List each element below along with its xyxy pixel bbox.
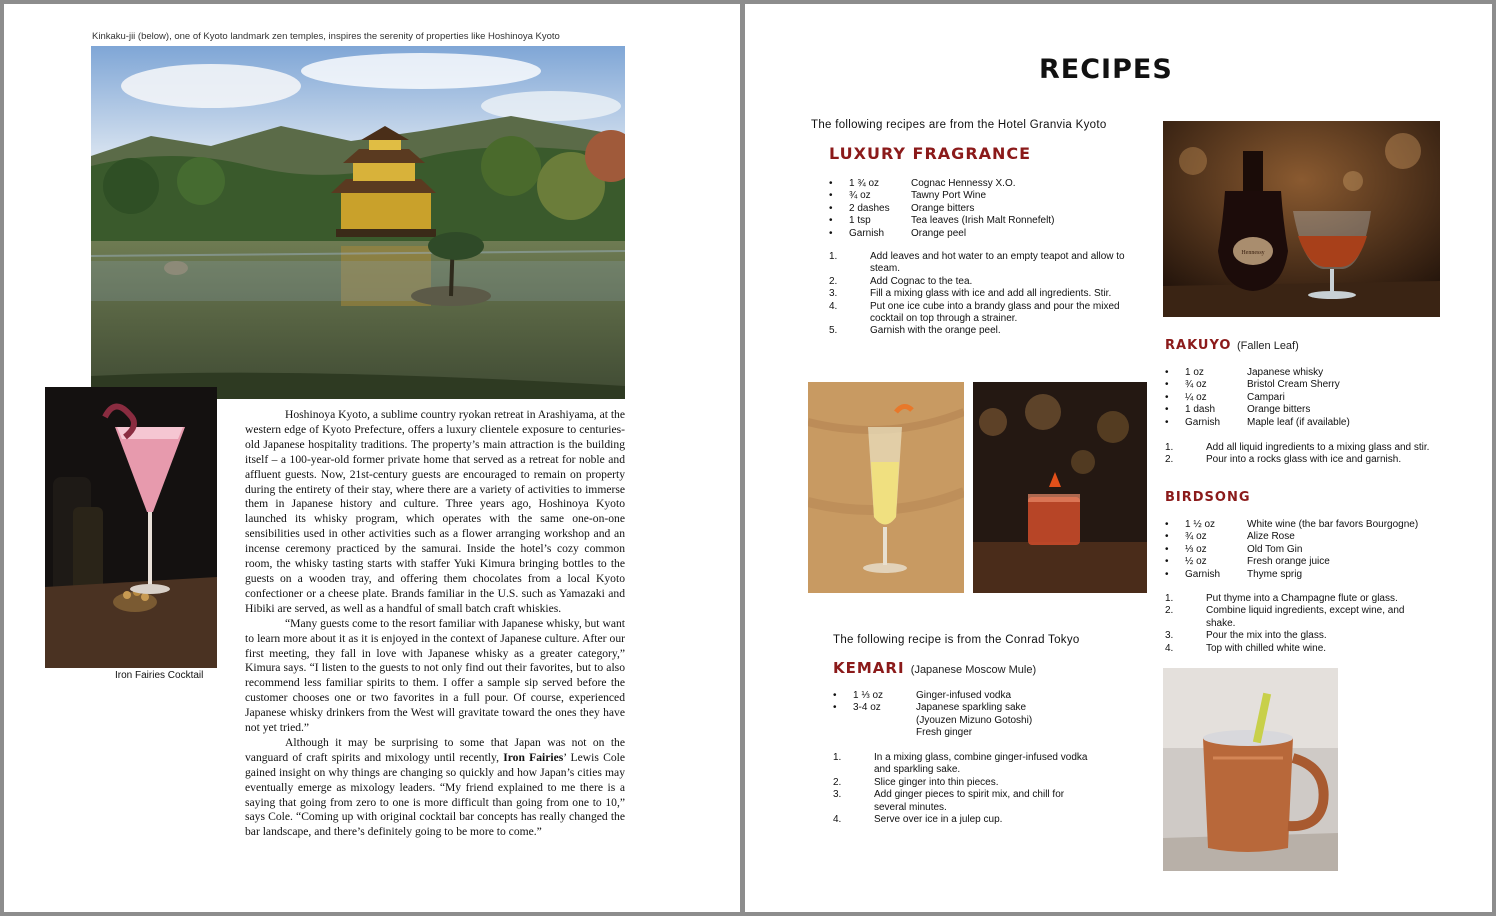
ingredient-name: (Jyouzen Mizuno Gotoshi)	[916, 714, 1033, 726]
ingredient-name: Fresh orange juice	[1247, 556, 1330, 568]
step-text: Put thyme into a Champagne flute or glass.	[1206, 593, 1398, 604]
step-text: Combine liquid ingredients, except wine, and shake.	[1206, 605, 1405, 629]
bullet-icon: •	[1165, 543, 1169, 555]
luxury-fragrance-title: LUXURY FRAGRANCE	[829, 144, 1032, 163]
ingredient-row	[833, 690, 1083, 702]
step-number: 1.	[833, 752, 842, 763]
ingredient-name: Japanese sparkling sake	[916, 702, 1027, 714]
bullet-icon: •	[1165, 379, 1169, 391]
step-row	[829, 325, 1139, 337]
kemari-subtitle: (Japanese Moscow Mule)	[910, 664, 1037, 676]
step-number: 1.	[1165, 593, 1174, 604]
ingredient-name: Orange peel	[911, 227, 967, 239]
rakuyo-title: RAKUYO	[1165, 338, 1232, 353]
ingredient-row	[829, 228, 1069, 240]
ingredient-row	[1165, 556, 1445, 568]
iron-fairies-cocktail-photo	[45, 387, 217, 668]
step-number: 4.	[1165, 642, 1174, 654]
birdsong-ingredients	[1165, 519, 1445, 581]
ingredient-name: White wine (the bar favors Bourgogne)	[1247, 519, 1419, 530]
ingredient-quantity: ⅓ oz	[1185, 543, 1207, 555]
ingredient-name: Old Tom Gin	[1247, 543, 1303, 555]
ingredient-name: Fresh ginger	[916, 727, 973, 739]
ingredient-row	[1165, 544, 1445, 556]
ingredient-row	[1165, 404, 1435, 416]
rakuyo-glass-photo	[808, 382, 964, 593]
bullet-icon: •	[1165, 519, 1169, 530]
ingredient-name: Japanese whisky	[1247, 367, 1324, 378]
ingredient-quantity: ¾ oz	[1185, 379, 1207, 391]
bullet-icon: •	[1165, 568, 1169, 580]
paragraph-3	[245, 736, 625, 840]
step-row	[1165, 593, 1435, 605]
ingredient-row	[1165, 417, 1435, 429]
step-text: Top with chilled white wine.	[1206, 642, 1327, 654]
ingredient-quantity: 1 oz	[1185, 367, 1204, 378]
step-row	[1165, 454, 1435, 466]
bottle-label-text: Hennessy	[1241, 250, 1265, 256]
bullet-icon: •	[1165, 556, 1169, 568]
ingredient-name: Orange bitters	[911, 202, 975, 214]
bullet-icon: •	[829, 178, 833, 189]
step-row	[833, 752, 1093, 777]
right-page	[745, 4, 1492, 912]
paragraph-3-end: ’ Lewis Cole gained insight on why things are changing so quickly and how Japan’s cities may eventually emerge as mixology leaders. “My friend explained to me there is a saying that going from zero to one is more difficult than going from one to 10,” says Cole. “Coming up with original cocktail bar concepts has really changed the bar landscape, and there’s definitely going to be more to come.”	[245, 750, 626, 839]
granvia-intro: The following recipes are from the Hotel Granvia Kyoto	[811, 119, 1107, 131]
step-row	[1165, 630, 1435, 642]
ingredient-name: Maple leaf (if available)	[1247, 416, 1350, 428]
step-number: 2.	[829, 275, 838, 287]
bullet-icon: •	[829, 227, 833, 239]
step-number: 1.	[1165, 442, 1174, 453]
step-text: In a mixing glass, combine ginger-infused vodka and sparkling sake.	[874, 752, 1088, 776]
ingredient-name: Cognac Hennessy X.O.	[911, 178, 1016, 189]
step-text: Pour the mix into the glass.	[1206, 630, 1327, 642]
step-number: 2.	[1165, 605, 1174, 617]
ingredient-quantity: 1 dash	[1185, 404, 1216, 416]
ingredient-quantity: 1 ⅓ oz	[853, 690, 884, 701]
ingredient-name: Campari	[1247, 391, 1285, 403]
rakuyo-subtitle: (Fallen Leaf)	[1237, 340, 1299, 352]
bullet-icon: •	[829, 202, 833, 214]
bullet-icon: •	[833, 702, 837, 714]
luxury-ingredients	[829, 178, 1069, 240]
step-row	[833, 777, 1093, 789]
ingredient-row	[833, 727, 1083, 739]
kinkakuji-photo	[91, 46, 625, 399]
ingredient-quantity: 3-4 oz	[853, 702, 881, 714]
kemari-title: KEMARI	[833, 659, 905, 677]
step-text: Slice ginger into thin pieces.	[874, 776, 999, 788]
paragraph-3-start: Although it may be surprising to some that Japan was not on the vanguard of craft spirits and mixology until recently,	[245, 735, 625, 764]
step-row	[829, 301, 1139, 326]
kemari-ingredients	[833, 690, 1083, 740]
cocktail-caption: Iron Fairies Cocktail	[115, 670, 204, 681]
bullet-icon: •	[1165, 531, 1169, 543]
step-row	[829, 288, 1139, 300]
ingredient-row	[1165, 379, 1435, 391]
ingredient-quantity: ¾ oz	[849, 190, 871, 202]
step-row	[829, 276, 1139, 288]
rakuyo-ingredients	[1165, 367, 1435, 429]
ingredient-name: Alize Rose	[1247, 531, 1295, 543]
kemari-heading	[833, 659, 1036, 677]
bullet-icon: •	[833, 690, 837, 701]
article-body	[245, 408, 625, 840]
ingredient-row	[1165, 367, 1435, 379]
conrad-intro: The following recipe is from the Conrad Tokyo	[833, 634, 1080, 646]
ingredient-row	[1165, 531, 1445, 543]
bullet-icon: •	[1165, 391, 1169, 403]
ingredient-row	[833, 702, 1083, 714]
step-number: 2.	[1165, 454, 1174, 466]
step-number: 2.	[833, 776, 842, 788]
iron-fairies-bold: Iron Fairies	[503, 750, 564, 764]
ingredient-quantity: Garnish	[849, 227, 885, 239]
ingredient-row	[1165, 392, 1435, 404]
step-row	[833, 789, 1093, 814]
step-number: 4.	[833, 814, 842, 826]
ingredient-quantity: 1 ½ oz	[1185, 519, 1216, 530]
bullet-icon: •	[1165, 367, 1169, 378]
ingredient-name: Orange bitters	[1247, 404, 1311, 416]
bullet-icon: •	[1165, 416, 1169, 428]
birdsong-steps	[1165, 593, 1435, 655]
step-text: Add ginger pieces to spirit mix, and chill for several minutes.	[874, 789, 1065, 813]
hennessy-photo	[1163, 121, 1440, 317]
ingredient-name: Tea leaves (Irish Malt Ronnefelt)	[911, 215, 1055, 227]
ingredient-quantity: 2 dashes	[849, 202, 890, 214]
ingredient-row	[829, 203, 1069, 215]
ingredient-quantity: Garnish	[1185, 568, 1221, 580]
photo-caption: Kinkaku-jii (below), one of Kyoto landmark zen temples, inspires the serenity of properties like Hoshinoya Kyoto	[92, 31, 560, 42]
ingredient-row	[829, 215, 1069, 227]
ingredient-name: Tawny Port Wine	[911, 190, 987, 202]
ingredient-row	[1165, 569, 1445, 581]
kemari-steps	[833, 752, 1093, 826]
step-row	[829, 251, 1139, 276]
step-row	[1165, 643, 1435, 655]
rakuyo-steps	[1165, 442, 1435, 467]
paragraph-1: Hoshinoya Kyoto, a sublime country ryokan retreat in Arashiyama, at the western edge of Kyoto Prefecture, offers a luxury clientele exposure to centuries-old Japanese hospitality traditions. The property’s main attraction is the building itself – a 100-year-old former private home that served as a retreat for noble and affluent guests. Now, 21st-century guests are encouraged to remain on property during the entirety of their stay, where there are a variety of activities to immerse them in Japanese history and culture. Three years ago, Hoshinoya Kyoto launched its whisky program, which operates with the same one-on-one sensibilities used in other activities such as a flower arranging workshop and an incense ceremony practiced by the samurai. Inside the hotel’s cozy common room, the whisky tasting starts with staffer Yuki Kimura bringing bottles to the guests on a wooden tray, and offering them chocolates from a local Kyoto confectioner or a cheese plate. Brands familiar in the U.S. such as Yamazaki and Hibiki are served, as well as a handful of small batch craft whiskies.	[245, 408, 625, 615]
bullet-icon: •	[1165, 404, 1169, 416]
luxury-steps	[829, 251, 1139, 338]
step-number: 3.	[1165, 630, 1174, 642]
step-text: Add leaves and hot water to an empty teapot and allow to steam.	[870, 251, 1125, 275]
bullet-icon: •	[829, 190, 833, 202]
step-text: Garnish with the orange peel.	[870, 325, 1001, 337]
kemari-mug-photo	[1163, 668, 1338, 871]
ingredient-row	[1165, 519, 1445, 531]
paragraph-2: “Many guests come to the resort familiar with Japanese whisky, but want to learn more about it as it is enjoyed in the context of Japanese culture. After our first meeting, they fall in love with Japanese whisky as a greater category,” Kimura says. “I listen to the guests to not only find out their favorites, but to also recommend less familiar spirits to them. I offer a sample sip served before the customer chooses one or two favorites in a full pour. Of course, experienced Japanese whisky drinkers from the West will gravitate toward the ones they have not yet tried.”	[245, 616, 625, 735]
step-text: Serve over ice in a julep cup.	[874, 814, 1003, 826]
ingredient-quantity: ¼ oz	[1185, 391, 1207, 403]
step-row	[1165, 605, 1435, 630]
step-number: 5.	[829, 325, 838, 337]
birdsong-title: BIRDSONG	[1165, 490, 1251, 505]
step-number: 4.	[829, 300, 838, 312]
ingredient-name: Ginger-infused vodka	[916, 690, 1012, 701]
step-number: 3.	[833, 789, 842, 801]
step-text: Fill a mixing glass with ice and add all ingredients. Stir.	[870, 288, 1112, 300]
ingredient-quantity: 1 ¾ oz	[849, 178, 880, 189]
bullet-icon: •	[829, 215, 833, 227]
ingredient-name: Bristol Cream Sherry	[1247, 379, 1340, 391]
ingredient-quantity: ½ oz	[1185, 556, 1207, 568]
ingredient-quantity: 1 tsp	[849, 215, 871, 227]
ingredient-quantity: ¾ oz	[1185, 531, 1207, 543]
step-number: 3.	[829, 288, 838, 300]
left-page	[4, 4, 740, 912]
step-number: 1.	[829, 251, 838, 262]
ingredient-quantity: Garnish	[1185, 416, 1221, 428]
step-text: Put one ice cube into a brandy glass and pour the mixed cocktail on top through a strainer.	[870, 300, 1120, 325]
step-text: Add Cognac to the tea.	[870, 275, 973, 287]
step-text: Add all liquid ingredients to a mixing glass and stir.	[1206, 442, 1430, 453]
ingredient-row	[833, 715, 1083, 727]
birdsong-glass-photo	[973, 382, 1147, 593]
rakuyo-heading	[1165, 338, 1299, 353]
recipes-title: RECIPES	[1039, 54, 1173, 85]
step-text: Pour into a rocks glass with ice and garnish.	[1206, 454, 1402, 466]
ingredient-name: Thyme sprig	[1247, 568, 1303, 580]
step-row	[1165, 442, 1435, 454]
ingredient-row	[829, 190, 1069, 202]
ingredient-row	[829, 178, 1069, 190]
step-row	[833, 814, 1093, 826]
